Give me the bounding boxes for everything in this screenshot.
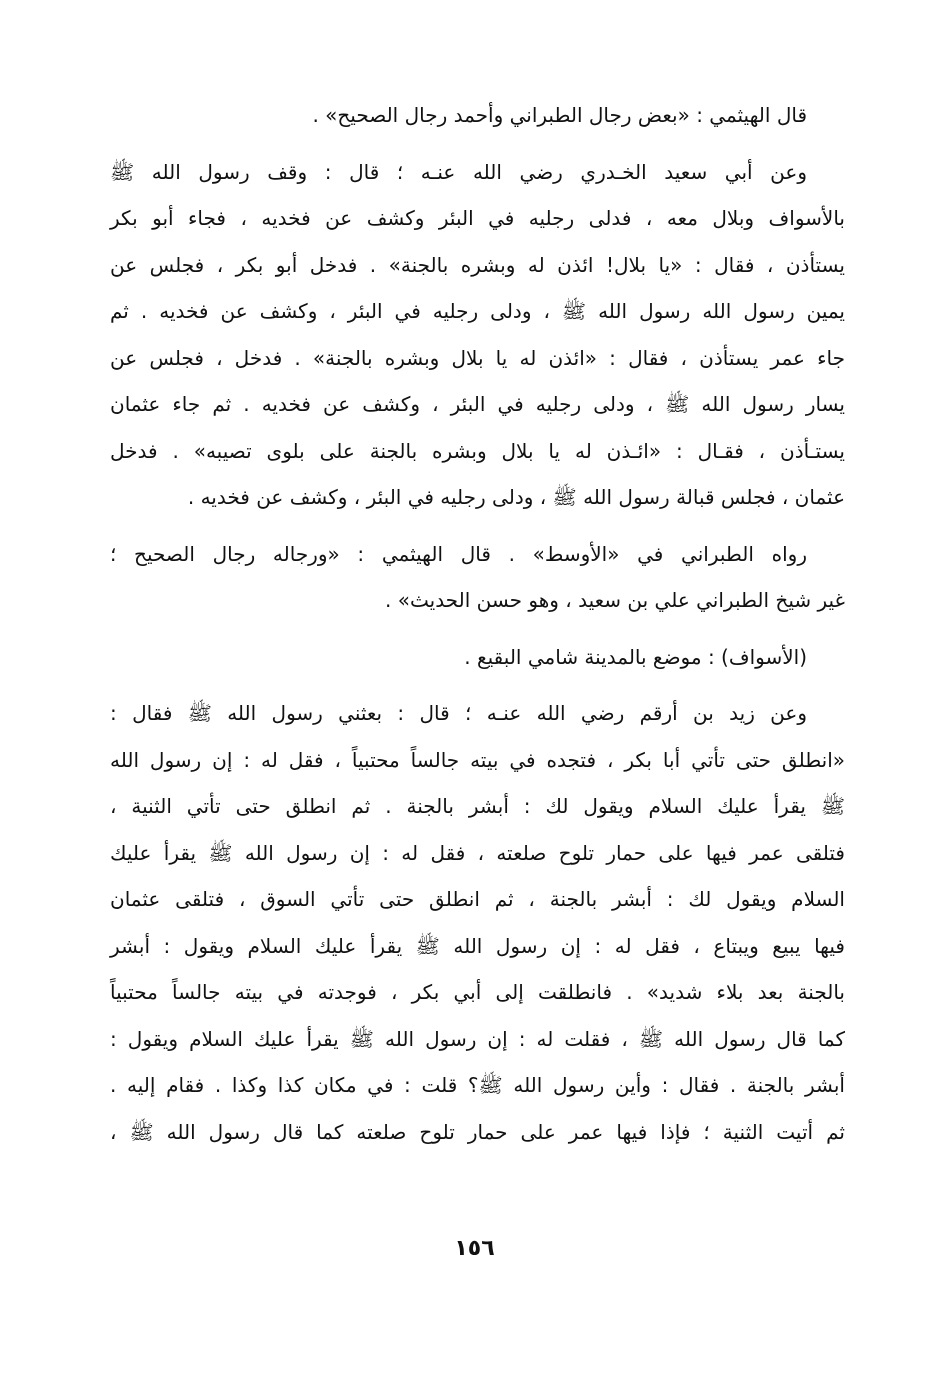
text-line: (الأسواف) : موضع بالمدينة شامي البقيع . <box>464 644 807 669</box>
text-line: ﷺ يقرأ عليك السلام ويقول لك : أبشر بالجنة . ثم انطلق حتى تأتي الثنية ، <box>110 794 845 818</box>
paragraph-haythami-note <box>110 92 845 139</box>
paragraph-zayd-hadith <box>110 690 845 1155</box>
text-line: كما قال رسول الله ﷺ ، فقلت له : إن رسول الله ﷺ يقرأ عليك السلام ويقول : <box>110 1026 845 1051</box>
text-line: يسار رسول الله ﷺ ، ودلى رجليه في البئر ، وكشف عن فخديه . ثم جاء عثمان <box>110 392 845 416</box>
text-line: عثمان ، فجلس قبالة رسول الله ﷺ ، ودلى رجليه في البئر ، وكشف عن فخديه . <box>187 485 845 509</box>
text-line: وعن زيد بن أرقم رضي الله عنـه ؛ قال : بعثني رسول الله ﷺ فقال : <box>110 701 807 725</box>
text-line: فيها يبيع ويبتاع ، فقل له : إن رسول الله ﷺ يقرأ عليك السلام ويقول : أبشر <box>110 933 845 958</box>
text-line: السلام ويقول لك : أبشر بالجنة ، ثم انطلق حتى تأتي السوق ، فتلقى عثمان <box>110 887 845 911</box>
paragraph-tabarani-source <box>110 531 845 624</box>
page-body <box>110 92 845 1155</box>
text-line: يستأذن ، فقال : «يا بلال! ائذن له وبشره بالجنة» . فدخل أبو بكر ، فجلس عن <box>110 252 845 277</box>
text-line: أبشر بالجنة . فقال : وأين رسول الله ﷺ؟ قلت : في مكان كذا وكذا . فقام إليه . <box>110 1073 845 1097</box>
text-line: جاء عمر يستأذن ، فقال : «ائذن له يا بلال وبشره بالجنة» . فدخل ، فجلس عن <box>110 345 845 370</box>
text-line: ثم أتيت الثنية ؛ فإذا فيها عمر على حمار تلوح صلعته كما قال رسول الله ﷺ ، <box>110 1119 845 1144</box>
text-line: يمين رسول الله رسول الله ﷺ ، ودلى رجليه في البئر ، وكشف عن فخديه . ثم <box>110 299 845 323</box>
text-line: وعن أبي سعيد الخـدري رضي الله عنـه ؛ قال : وقف رسول الله ﷺ <box>110 159 807 184</box>
text-line: قال الهيثمي : «بعض رجال الطبراني وأحمد رجال الصحيح» . <box>312 103 807 127</box>
text-line: بالأسواف وبلال معه ، فدلى رجليه في البئر وكشف عن فخديه ، فجاء أبو بكر <box>110 206 845 230</box>
text-line: بالجنة بعد بلاء شديد» . فانطلقت إلى أبي بكر ، فوجدته في بيته جالساً محتبياً <box>110 980 845 1004</box>
paragraph-abu-said-hadith <box>110 149 845 521</box>
text-line: فتلقى عمر فيها على حمار تلوح صلعته ، فقل له : إن رسول الله ﷺ يقرأ عليك <box>110 840 845 865</box>
page-number: ١٥٦ <box>454 1236 495 1261</box>
text-line: غير شيخ الطبراني علي بن سعيد ، وهو حسن الحديث» . <box>385 588 845 612</box>
text-line: رواه الطبراني في «الأوسط» . قال الهيثمي : «ورجاله رجال الصحيح ؛ <box>110 541 807 566</box>
text-line: «انطلق حتى تأتي أبا بكر ، فتجده في بيته جالساً محتبياً ، فقل له : إن رسول الله <box>110 747 845 772</box>
text-line: يستـأذن ، فقـال : «ائـذن له يا بلال وبشره بالجنة على بلوى تصيبه» . فدخل <box>110 438 845 463</box>
paragraph-aswaf-definition <box>110 634 845 681</box>
